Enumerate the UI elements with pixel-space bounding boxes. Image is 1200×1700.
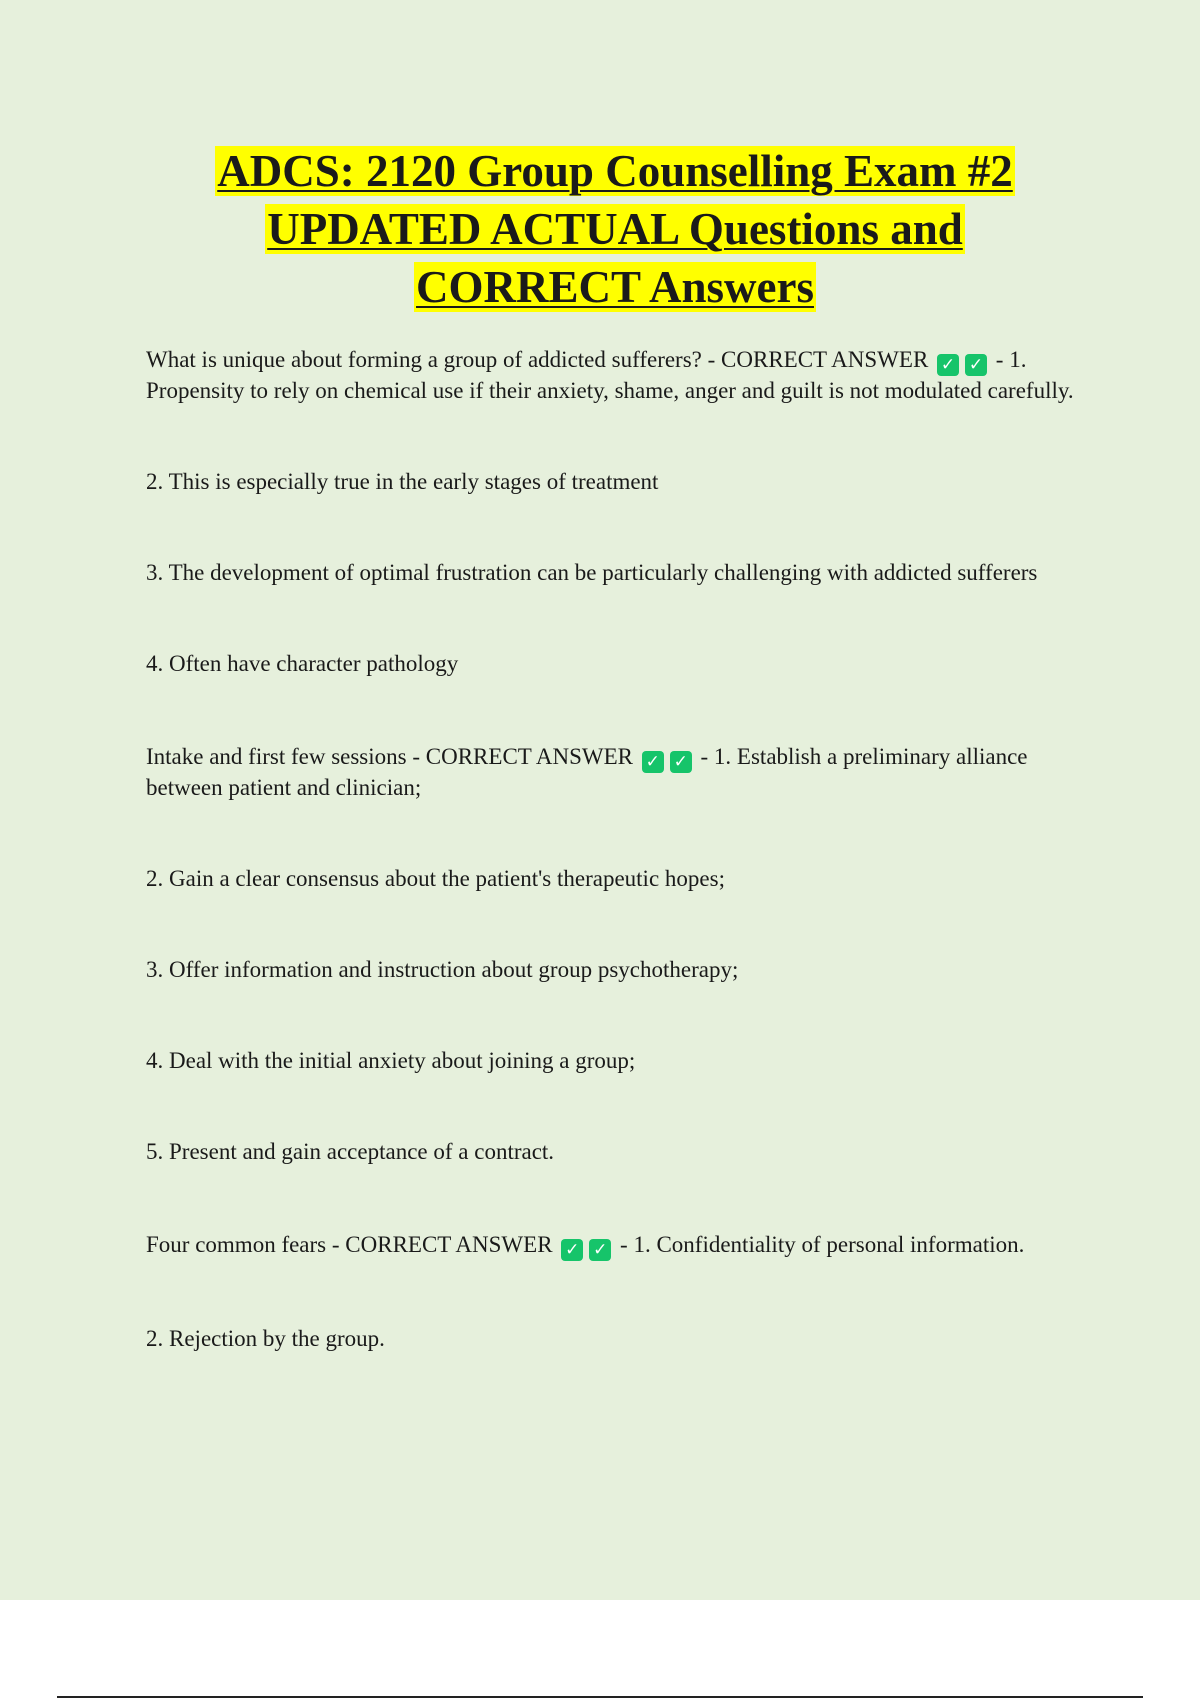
answer-text: - 1. Establish a preliminary alliance between patient and clinician; [146, 744, 1028, 800]
check-mark-icon: ✓ [937, 354, 959, 376]
document-body [146, 345, 1086, 1354]
question-text: Four common fears - CORRECT ANSWER [146, 1232, 553, 1257]
footer-divider [57, 1696, 1143, 1698]
answer-item: 2. Rejection by the group. [146, 1326, 385, 1351]
title-line-1: ADCS: 2120 Group Counselling Exam #2 [217, 146, 1013, 196]
title-line-3: CORRECT Answers [416, 262, 814, 312]
answer-text: - 1. Confidentiality of personal information. [620, 1232, 1025, 1257]
answer-item: 4. Deal with the initial anxiety about joining a group; [146, 1048, 636, 1073]
check-mark-icon: ✓ [670, 751, 692, 773]
answer-text: - 1. Propensity to rely on chemical use if their anxiety, shame, anger and guilt is not modulated carefully. [146, 347, 1074, 403]
check-mark-icon: ✓ [965, 354, 987, 376]
qa-entry [146, 1230, 1086, 1261]
check-mark-icon: ✓ [561, 1239, 583, 1261]
answer-item: 2. This is especially true in the early stages of treatment [146, 469, 659, 494]
qa-entry [146, 345, 1086, 406]
answer-item: 3. The development of optimal frustration can be particularly challenging with addicted sufferers [146, 560, 1038, 585]
answer-item: 4. Often have character pathology [146, 651, 459, 676]
answer-item: 3. Offer information and instruction about group psychotherapy; [146, 957, 739, 982]
question-text: What is unique about forming a group of addicted sufferers? - CORRECT ANSWER [146, 347, 929, 372]
answer-item: 5. Present and gain acceptance of a contract. [146, 1139, 555, 1164]
check-mark-icon: ✓ [642, 751, 664, 773]
document-title [140, 142, 1090, 316]
check-mark-icon: ✓ [589, 1239, 611, 1261]
title-line-2: UPDATED ACTUAL Questions and [267, 204, 963, 254]
question-text: Intake and first few sessions - CORRECT ANSWER [146, 744, 634, 769]
answer-item: 2. Gain a clear consensus about the patient's therapeutic hopes; [146, 866, 725, 891]
qa-entry [146, 742, 1086, 803]
